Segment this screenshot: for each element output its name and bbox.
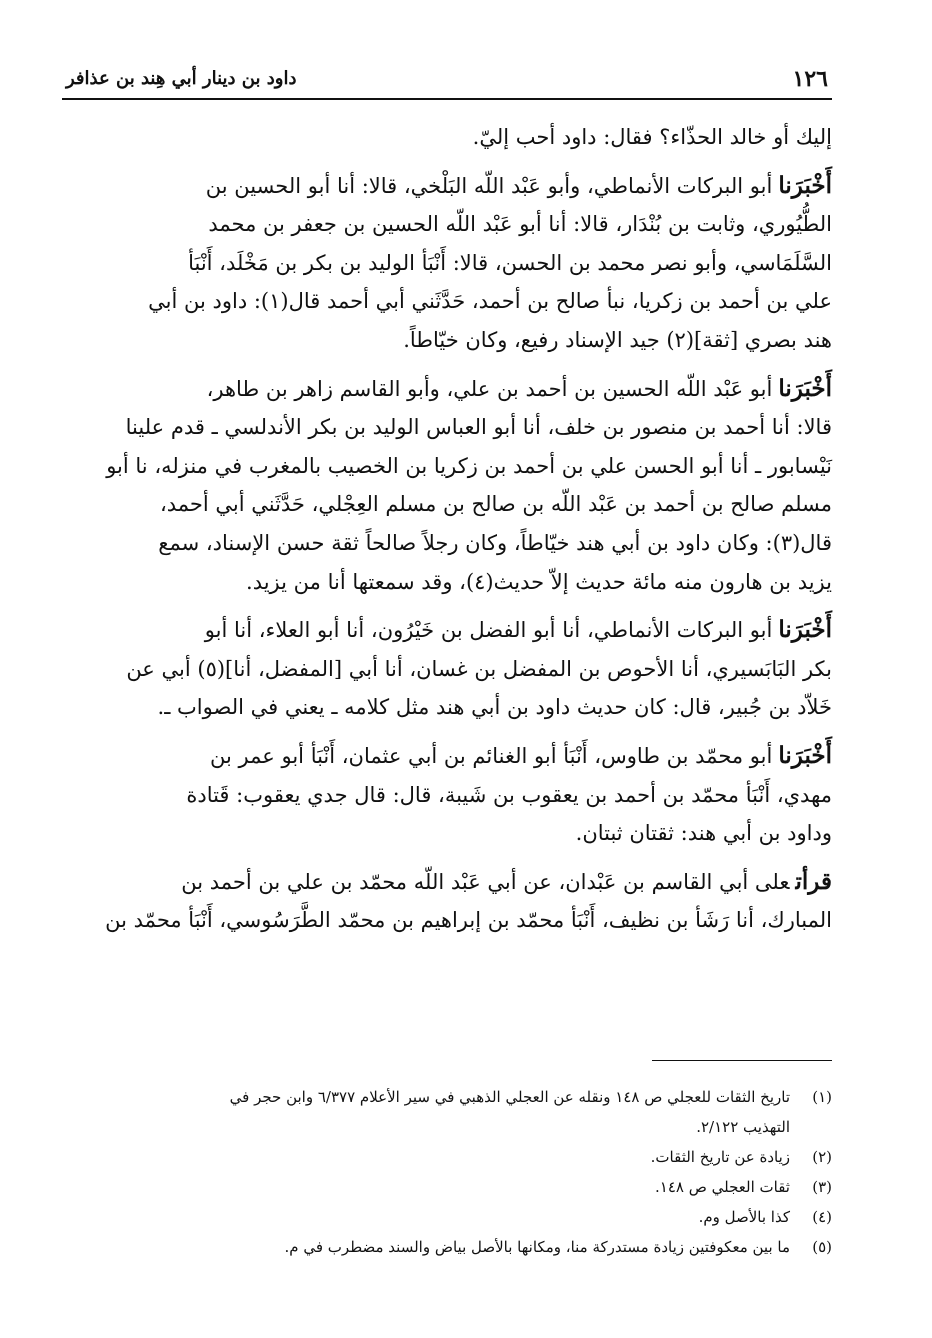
text-line bbox=[62, 863, 832, 902]
footnote-text: ثقات العجلي ص ١٤٨. bbox=[655, 1178, 790, 1196]
paragraph-3 bbox=[62, 370, 832, 602]
text-line-content: أبو البركات الأنماطي، أنا أبو الفضل بن خَيْرُون، أنا أبو العلاء، أنا أبو bbox=[204, 618, 773, 643]
book-page bbox=[62, 40, 832, 1310]
footnote-number: (٤) bbox=[812, 1208, 832, 1226]
text-line: مهدي، أَنْبَأ محمّد بن أحمد بن يعقوب بن شَيبة، قال: قال جدي يعقوب: قَتادة bbox=[186, 782, 832, 807]
footnote-1 bbox=[62, 1082, 832, 1112]
footnote-number: (٣) bbox=[812, 1178, 832, 1196]
text-line: السَّلَمَاسي، وأبو نصر محمد بن الحسن، قالا: أَنْبَأ الوليد بن بكر بن مَخْلَد، أَنْبَأ bbox=[188, 250, 832, 275]
text-line: الطُّيُوري، وثابت بن بُنْدَار، قالا: أنا أبو عَبْد اللّه الحسين بن جعفر بن محمد bbox=[208, 212, 832, 237]
paragraph-5 bbox=[62, 737, 832, 853]
footnote-number: (٢) bbox=[812, 1148, 832, 1166]
paragraph-6 bbox=[62, 863, 832, 940]
text-line: قالا: أنا أحمد بن منصور بن خلف، أنا أبو العباس الوليد بن بكر الأندلسي ـ قدم علينا bbox=[125, 415, 832, 440]
text-line-content: أبو البركات الأنماطي، وأبو عَبْد اللّه البَلْخي، قالا: أنا أبو الحسين بن bbox=[205, 173, 773, 198]
text-line: بكر البَابَسيري، أنا الأحوص بن المفضل بن غسان، أنا أبي [المفضل، أنا](٥) أبي عن bbox=[126, 656, 832, 681]
footnote-text: ما بين معكوفتين زيادة مستدركة منا، ومكانها بالأصل بياض والسند مضطرب في م. bbox=[284, 1238, 790, 1256]
footnote-number: (١) bbox=[812, 1088, 832, 1106]
text-line: نَيْسابور ـ أنا أبو الحسن علي بن أحمد بن زكريا بن الخصيب بالمغرب في منزله، نا أبو bbox=[106, 453, 832, 478]
text-line: هند بصري [ثقة](٢) جيد الإسناد رفيع، وكان خيّاطاً. bbox=[403, 327, 832, 352]
paragraph-4 bbox=[62, 611, 832, 727]
paragraph-1 bbox=[62, 118, 832, 157]
footnote-number: (٥) bbox=[812, 1238, 832, 1256]
footnote-5 bbox=[62, 1232, 832, 1262]
text-line: يزيد بن هارون منه مائة حديث إلاّ حديث(٤)، وقد سمعتها أنا من يزيد. bbox=[246, 569, 832, 594]
text-line: وداود بن أبي هند: ثقتان ثبتان. bbox=[575, 821, 832, 846]
page-header bbox=[62, 60, 832, 100]
text-line: قال(٣): وكان داود بن أبي هند خيّاطاً، وكان رجلاً صالحاً ثقة حسن الإسناد، سمع bbox=[158, 530, 832, 555]
main-text bbox=[62, 118, 832, 950]
text-line: المبارك، أنا رَشَأ بن نظيف، أَنْبَأ محمّد بن إبراهيم بن محمّد الطَّرَسُوسي، أَنْبَأ محمّد بن bbox=[105, 908, 832, 933]
footnote-text: كذا بالأصل وم. bbox=[698, 1208, 790, 1226]
footnote-3 bbox=[62, 1172, 832, 1202]
text-line: علي بن أحمد بن زكريا، نبأ صالح بن أحمد، حَدَّثَني أبي أحمد قال(١): داود بن أبي bbox=[148, 289, 832, 314]
footnote-1-continuation: التهذيب ٢/١٢٢. bbox=[696, 1118, 790, 1136]
text-line: إليك أو خالد الحذّاء؟ فقال: داود أحب إليّ. bbox=[472, 125, 832, 149]
paragraph-keyword: أَخْبَرَنا bbox=[778, 616, 832, 644]
text-line bbox=[62, 611, 832, 650]
footnote-text: زيادة عن تاريخ الثقات. bbox=[650, 1148, 790, 1166]
running-title: داود بن دينار أبي هِند بن عذافر bbox=[66, 68, 297, 89]
text-line-content: أبو عَبْد اللّه الحسين بن أحمد بن علي، وأبو القاسم زاهر بن طاهر، bbox=[206, 376, 773, 401]
footnotes bbox=[62, 1082, 832, 1262]
paragraph-keyword: أَخْبَرَنا bbox=[778, 171, 832, 199]
text-line bbox=[62, 370, 832, 409]
text-line-content: أبو محمّد بن طاوس، أَنْبَأ أبو الغنائم بن أبي عثمان، أَنْبَأ أبو عمر بن bbox=[210, 743, 773, 768]
text-line bbox=[62, 737, 832, 776]
text-line: مسلم صالح بن أحمد بن عَبْد اللّه بن صالح بن مسلم العِجْلي، حَدَّثَني أبي أحمد، bbox=[159, 492, 832, 517]
text-line bbox=[62, 167, 832, 206]
page-number: ١٢٦ bbox=[792, 66, 828, 92]
text-line: خَلاّد بن جُبير، قال: كان حديث داود بن أبي هند مثل كلامه ـ يعني في الصواب ـ. bbox=[157, 695, 832, 720]
paragraph-keyword: أَخْبَرَنا bbox=[778, 374, 832, 402]
footnote-2 bbox=[62, 1142, 832, 1172]
paragraph-keyword: قرأت bbox=[795, 867, 832, 895]
paragraph-keyword: أَخْبَرَنا bbox=[778, 741, 832, 769]
text-line-content: على أبي القاسم بن عَبْدان، عن أبي عَبْد اللّه محمّد بن علي بن أحمد بن bbox=[181, 869, 790, 894]
footnote-4 bbox=[62, 1202, 832, 1232]
footnote-text: تاريخ الثقات للعجلي ص ١٤٨ ونقله عن العجلي الذهبي في سير الأعلام ٦/٣٧٧ وابن حجر في bbox=[229, 1088, 790, 1106]
footnote-divider bbox=[652, 1060, 832, 1061]
paragraph-2 bbox=[62, 167, 832, 360]
